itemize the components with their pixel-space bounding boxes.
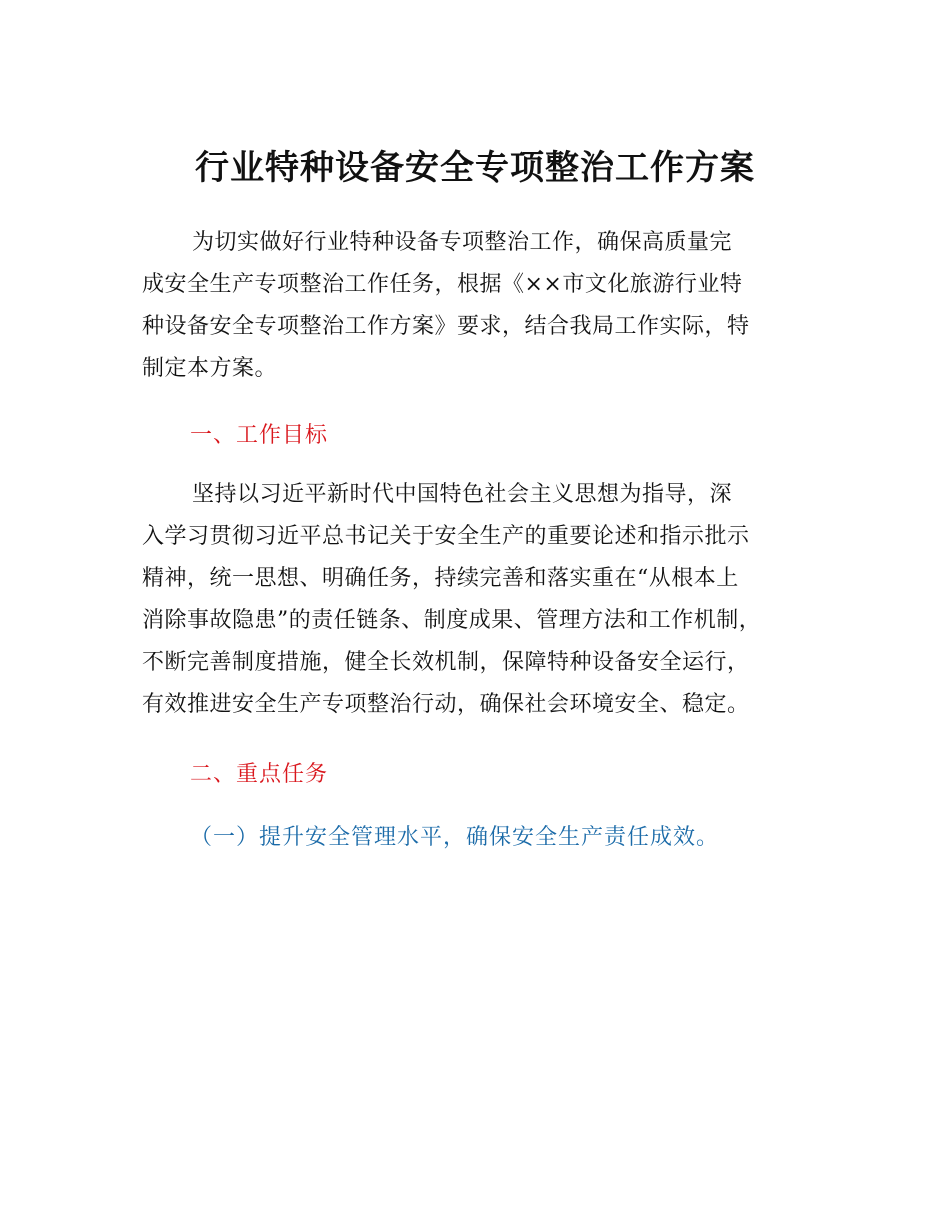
goals-line: 坚持以习近平新时代中国特色社会主义思想为指导，深 xyxy=(192,482,733,507)
goals-line: 消除事故隐患”的责任链条、制度成果、管理方法和工作机制， xyxy=(142,608,762,633)
goals-paragraph xyxy=(142,474,842,726)
intro-line: 制定本方案。 xyxy=(142,356,278,381)
goals-line: 不断完善制度措施，健全长效机制，保障特种设备安全运行， xyxy=(142,650,750,675)
document-title: 行业特种设备安全专项整治工作方案 xyxy=(195,148,755,188)
goals-line: 精神，统一思想、明确任务，持续完善和落实重在“从根本上 xyxy=(142,566,739,591)
section-heading-tasks: 二、重点任务 xyxy=(190,762,329,787)
intro-line: 为切实做好行业特种设备专项整治工作，确保高质量完 xyxy=(192,230,733,255)
goals-line: 有效推进安全生产专项整治行动，确保社会环境安全、稳定。 xyxy=(142,692,750,717)
intro-line: 种设备安全专项整治工作方案》要求，结合我局工作实际，特 xyxy=(142,314,750,339)
intro-paragraph xyxy=(142,222,842,390)
goals-line: 入学习贯彻习近平总书记关于安全生产的重要论述和指示批示 xyxy=(142,524,750,549)
intro-line: 成安全生产专项整治工作任务，根据《××市文化旅游行业特 xyxy=(142,272,743,297)
subsection-heading-1: （一）提升安全管理水平，确保安全生产责任成效。 xyxy=(190,825,720,850)
section-heading-goals: 一、工作目标 xyxy=(190,423,329,448)
